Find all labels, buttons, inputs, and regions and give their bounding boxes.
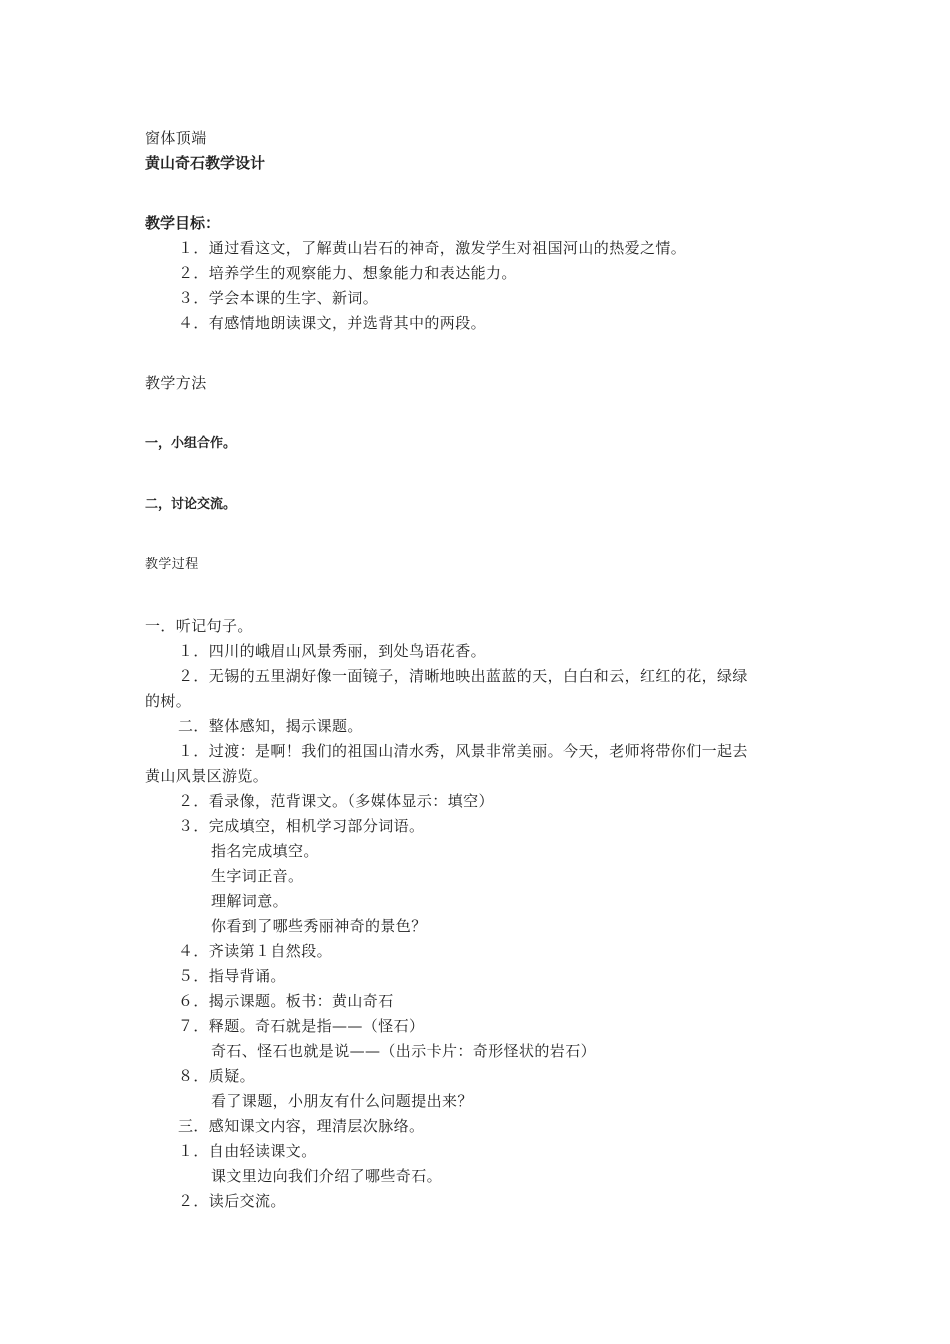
objective-item: ３．学会本课的生字、新词。 [178,289,379,307]
process-line: 理解词意。 [211,892,289,910]
process-line: ４．齐读第１自然段。 [178,942,333,960]
process-line: 黄山风景区游览。 [145,767,269,785]
process-line: 生字词正音。 [211,867,304,885]
process-line: 指名完成填空。 [211,842,319,860]
method-item: 一，小组合作。 [145,436,237,451]
process-line: 三．感知课文内容，理清层次脉络。 [178,1117,425,1135]
process-line: ６．揭示课题。板书：黄山奇石 [178,992,394,1010]
process-line: １．自由轻读课文。 [178,1142,317,1160]
objective-item: １．通过看这文，了解黄山岩石的神奇，激发学生对祖国河山的热爱之情。 [178,239,687,257]
document-title: 黄山奇石教学设计 [145,154,266,172]
objectives-heading: 教学目标： [145,214,221,232]
objective-item: ２．培养学生的观察能力、想象能力和表达能力。 [178,264,517,282]
process-line: ２．无锡的五里湖好像一面镜子，清晰地映出蓝蓝的天，白白和云，红红的花，绿绿 [178,667,748,685]
methods-heading: 教学方法 [145,374,207,392]
process-line: 二．整体感知，揭示课题。 [178,717,363,735]
process-line: 奇石、怪石也就是说——（出示卡片：奇形怪状的岩石） [211,1042,597,1060]
process-line: ２．读后交流。 [178,1192,286,1210]
process-line: 的树。 [145,692,192,710]
process-line: 一．听记句子。 [145,617,253,635]
process-line: ８．质疑。 [178,1067,256,1085]
process-heading: 教学过程 [145,557,199,572]
process-line: 看了课题，小朋友有什么问题提出来？ [211,1092,473,1110]
objective-item: ４．有感情地朗读课文，并选背其中的两段。 [178,314,487,332]
process-line: 你看到了哪些秀丽神奇的景色？ [211,917,427,935]
process-line: 课文里边向我们介绍了哪些奇石。 [211,1167,443,1185]
form-top-label: 窗体顶端 [145,129,207,147]
process-line: ３．完成填空，相机学习部分词语。 [178,817,425,835]
process-line: ７．释题。奇石就是指——（怪石） [178,1017,425,1035]
method-item: 二，讨论交流。 [145,497,237,512]
process-line: １．过渡：是啊！我们的祖国山清水秀，风景非常美丽。今天，老师将带你们一起去 [178,742,748,760]
process-line: ５．指导背诵。 [178,967,286,985]
process-line: １．四川的峨眉山风景秀丽，到处鸟语花香。 [178,642,487,660]
process-line: ２．看录像，范背课文。（多媒体显示：填空） [178,792,494,810]
